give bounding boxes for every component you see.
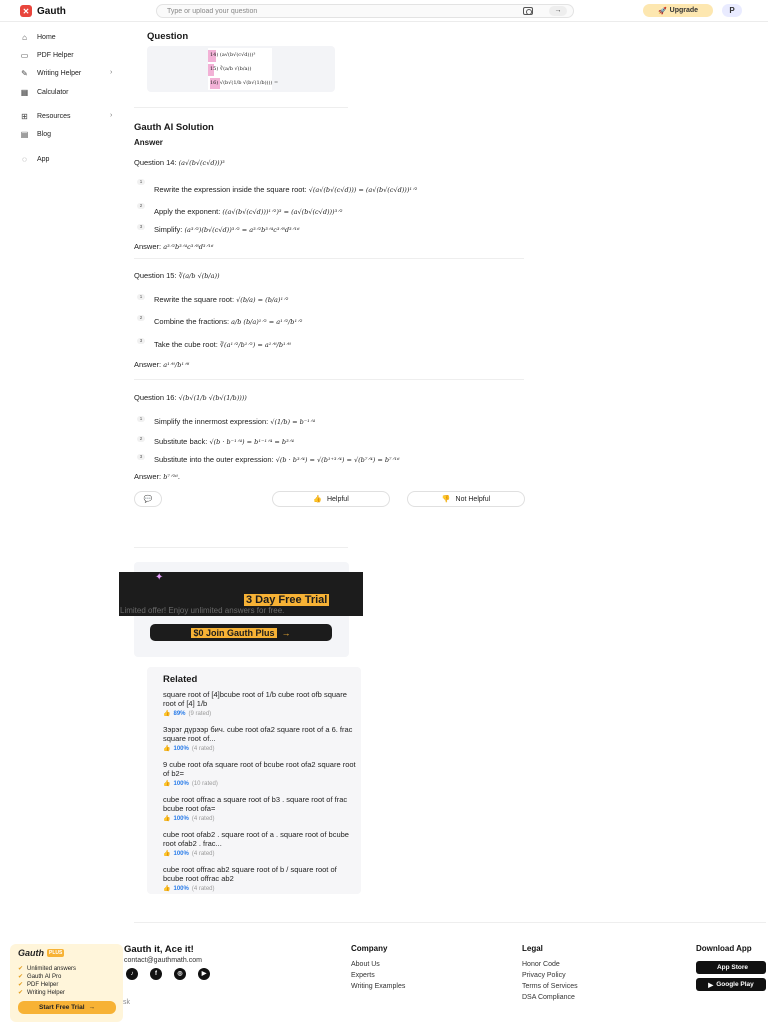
footer-link-dsa[interactable]: DSA Compliance bbox=[522, 994, 575, 1001]
join-gauth-plus-button[interactable] bbox=[150, 624, 332, 641]
step-description: Rewrite the square root: bbox=[154, 295, 235, 304]
question-14-title bbox=[134, 158, 225, 167]
sidebar-item-label: App bbox=[37, 156, 50, 163]
rating-percent: 89% bbox=[173, 710, 186, 717]
question-line-16: 16) √(b√(1/b √(b√(1/b)))) = bbox=[210, 80, 279, 86]
search-bar bbox=[156, 4, 574, 18]
gauth-logo-icon: ✕ bbox=[20, 5, 32, 17]
step-math: √(a√(b√(c√d))) = (a√(b√(c√d)))¹ᐟ² bbox=[308, 186, 418, 194]
step-math: √(1/b) = b⁻¹ᐟ⁴ bbox=[270, 418, 316, 426]
google-play-label: Google Play bbox=[716, 981, 754, 988]
thumbs-up-icon: 👍 bbox=[163, 781, 171, 787]
check-icon: ✔ bbox=[18, 966, 24, 972]
step-text bbox=[154, 437, 294, 446]
tiktok-icon[interactable]: ♪ bbox=[126, 968, 138, 980]
chat-icon: ◌ bbox=[22, 155, 27, 164]
step-number: 1 bbox=[137, 416, 145, 422]
pdf-icon: ▭ bbox=[20, 51, 29, 60]
brand-name: Gauth bbox=[37, 5, 66, 17]
feature-label: Gauth AI Pro bbox=[27, 973, 62, 980]
footer-link-honor-code[interactable]: Honor Code bbox=[522, 961, 560, 968]
related-question: 9 cube root ofa square root of bcube root ofa2 square root of b2= bbox=[163, 760, 356, 778]
rating bbox=[163, 815, 359, 822]
calculator-icon: ▦ bbox=[20, 88, 29, 97]
step-text bbox=[154, 317, 302, 326]
grid-icon: ⊞ bbox=[21, 112, 28, 121]
step-description: Take the cube root: bbox=[154, 340, 218, 349]
step-number: 3 bbox=[137, 338, 145, 344]
helpful-label: Helpful bbox=[326, 495, 349, 503]
step-math: √(b/a) = (b/a)¹ᐟ² bbox=[236, 296, 289, 304]
footer-link-writing-examples[interactable]: Writing Examples bbox=[351, 983, 406, 990]
related-item[interactable] bbox=[163, 865, 359, 892]
answer-prefix: Answer: bbox=[134, 472, 162, 481]
step-description: Simplify: bbox=[154, 225, 183, 234]
answer-prefix: Answer: bbox=[134, 242, 162, 251]
company-heading: Company bbox=[351, 944, 388, 953]
related-item[interactable] bbox=[163, 725, 359, 752]
plus-brand: Gauth bbox=[18, 948, 44, 958]
step-description: Rewrite the expression inside the square root: bbox=[154, 185, 307, 194]
step-text bbox=[154, 295, 288, 304]
plus-feature bbox=[18, 965, 76, 972]
step-description: Apply the exponent: bbox=[154, 207, 221, 216]
pen-icon: ✎ bbox=[21, 69, 28, 78]
sidebar-item-app[interactable] bbox=[20, 155, 49, 164]
sidebar-item-writing-helper[interactable] bbox=[20, 69, 81, 78]
thumbs-up-icon: 👍 bbox=[163, 816, 171, 822]
sidebar-item-calculator[interactable] bbox=[20, 88, 69, 97]
question-line-15: 15) ∛(a/b √(b/a)) bbox=[210, 66, 252, 72]
question-15-expression: ∛(a/b √(b/a)) bbox=[178, 272, 220, 280]
question-15-title bbox=[134, 271, 220, 280]
related-question: square root of [4]bcube root of 1/b cube root ofb square root of [4] 1/b bbox=[163, 690, 347, 708]
camera-icon[interactable] bbox=[523, 7, 533, 15]
logo[interactable] bbox=[20, 5, 66, 17]
facebook-icon[interactable]: f bbox=[150, 968, 162, 980]
answer-label: Answer bbox=[134, 138, 163, 147]
rating-count: (4 rated) bbox=[191, 885, 215, 892]
upgrade-label: Upgrade bbox=[669, 7, 699, 14]
book-icon: ▤ bbox=[20, 130, 29, 139]
step-text bbox=[154, 417, 315, 426]
step-math: (a³ᐟ²)(b√(c√d))³ᐟ² = a³ᐟ²b³ᐟ⁴c³ᐟ⁸d³ᐟ¹⁶ bbox=[184, 226, 300, 234]
app-store-button[interactable] bbox=[696, 961, 766, 974]
sidebar-item-pdf-helper[interactable] bbox=[20, 51, 74, 60]
footer-link-privacy-policy[interactable]: Privacy Policy bbox=[522, 972, 566, 979]
related-item[interactable] bbox=[163, 690, 359, 717]
step-number: 2 bbox=[137, 315, 145, 321]
step-number: 3 bbox=[137, 454, 145, 460]
instagram-icon[interactable]: ◎ bbox=[174, 968, 186, 980]
thumbs-up-icon: 👍 bbox=[163, 711, 171, 717]
feature-label: Unlimited answers bbox=[27, 965, 77, 972]
sidebar-item-label: Calculator bbox=[37, 89, 69, 96]
join-label: $0 Join Gauth Plus bbox=[193, 627, 275, 638]
step-description: Substitute into the outer expression: bbox=[154, 455, 274, 464]
step-math: √(b · b⁻¹ᐟ⁴) = b¹⁻¹ᐟ⁴ = b³ᐟ⁴ bbox=[209, 438, 295, 446]
footer-link-terms[interactable]: Terms of Services bbox=[522, 983, 578, 990]
rating-count: (4 rated) bbox=[191, 815, 215, 822]
search-submit-button[interactable]: → bbox=[549, 6, 567, 16]
step-number: 1 bbox=[137, 294, 145, 300]
step-math: √(b · b³ᐟ⁴) = √(b¹⁺³ᐟ⁴) = √(b⁷ᐟ⁴) = b⁷ᐟ¹⁶ bbox=[275, 456, 400, 464]
google-play-button[interactable] bbox=[696, 978, 766, 991]
rating-percent: 100% bbox=[173, 885, 189, 892]
step-number: 2 bbox=[137, 436, 145, 442]
plus-badge: PLUS bbox=[49, 950, 63, 956]
helpful-button[interactable] bbox=[272, 491, 390, 507]
rating-count: (9 rated) bbox=[188, 710, 212, 717]
related-question: cube root offrac a square root of b3 . square root of frac bcube root ofa= bbox=[163, 795, 348, 813]
rating bbox=[163, 780, 359, 787]
comment-button[interactable] bbox=[134, 491, 162, 507]
related-item[interactable] bbox=[163, 760, 359, 787]
related-item[interactable] bbox=[163, 795, 359, 822]
rating bbox=[163, 710, 359, 717]
step-math: ((a√(b√(c√d)))¹ᐟ²)³ = (a√(b√(c√d)))³ᐟ² bbox=[222, 208, 343, 216]
chevron-right-icon[interactable]: › bbox=[110, 69, 113, 76]
step-text bbox=[154, 225, 300, 234]
thumbs-up-icon: 👍 bbox=[163, 851, 171, 857]
chevron-right-icon[interactable]: › bbox=[110, 112, 113, 119]
related-question: Зэрэг дүрээр бич. cube root ofa2 square root of a 6. frac square root of... bbox=[163, 725, 353, 743]
ask-text-fragment: sk bbox=[123, 999, 130, 1006]
step-number: 3 bbox=[137, 224, 145, 230]
thumbs-up-icon: 👍 bbox=[163, 886, 171, 892]
footer-tagline: Gauth it, Ace it! bbox=[124, 944, 194, 955]
answer-16 bbox=[134, 472, 180, 481]
step-description: Combine the fractions: bbox=[154, 317, 230, 326]
divider bbox=[134, 258, 524, 259]
sparkle-icon: ✦ bbox=[155, 572, 164, 583]
step-number: 1 bbox=[137, 179, 145, 185]
sidebar-item-blog[interactable] bbox=[20, 130, 51, 139]
rating-percent: 100% bbox=[173, 850, 189, 857]
related-heading: Related bbox=[163, 674, 198, 685]
question-16-title bbox=[134, 393, 247, 402]
divider bbox=[134, 107, 348, 108]
download-heading: Download App bbox=[696, 944, 752, 953]
divider bbox=[134, 547, 348, 548]
rating-count: (4 rated) bbox=[191, 850, 215, 857]
home-icon: ⌂ bbox=[22, 33, 27, 42]
step-math: ∛(a¹ᐟ²/b¹ᐟ²) = a¹ᐟ⁶/b¹ᐟ⁶ bbox=[219, 341, 291, 349]
rating bbox=[163, 745, 359, 752]
plus-title bbox=[18, 948, 64, 958]
step-text bbox=[154, 455, 400, 464]
related-item[interactable] bbox=[163, 830, 359, 857]
rocket-icon: 🚀 bbox=[657, 7, 667, 15]
comment-icon: 💬 bbox=[143, 496, 153, 503]
search-input[interactable] bbox=[167, 6, 507, 17]
answer-value: b⁷ᐟ¹⁶. bbox=[163, 473, 180, 481]
question-14-prefix: Question 14: bbox=[134, 158, 177, 167]
footer-divider bbox=[134, 922, 766, 923]
question-line-14: 14) (a√(b√(c√d)))³ bbox=[210, 52, 256, 58]
step-description: Substitute back: bbox=[154, 437, 208, 446]
step-math: a/b (b/a)¹ᐟ² = a¹ᐟ²/b¹ᐟ² bbox=[231, 318, 303, 326]
legal-heading: Legal bbox=[522, 944, 543, 953]
step-text bbox=[154, 185, 417, 194]
answer-prefix: Answer: bbox=[134, 360, 162, 369]
check-icon: ✔ bbox=[18, 974, 24, 980]
rating-percent: 100% bbox=[173, 780, 189, 787]
answer-value: a³ᐟ²b³ᐟ⁴c³ᐟ⁸d³ᐟ¹⁶ bbox=[163, 243, 214, 251]
play-icon: ▶ bbox=[708, 981, 714, 989]
question-image-paper bbox=[208, 48, 279, 90]
check-icon: ✔ bbox=[18, 982, 24, 988]
question-16-expression: √(b√(1/b √(b√(1/b)))) bbox=[178, 394, 247, 402]
rating-count: (4 rated) bbox=[191, 745, 215, 752]
app-store-label: App Store bbox=[716, 964, 749, 971]
rating-percent: 100% bbox=[173, 815, 189, 822]
question-16-prefix: Question 16: bbox=[134, 393, 177, 402]
sidebar-item-label: Writing Helper bbox=[37, 70, 82, 77]
trial-label: Start Free Trial bbox=[38, 1004, 85, 1011]
question-image[interactable] bbox=[147, 46, 335, 92]
not-helpful-label: Not Helpful bbox=[455, 495, 491, 503]
related-question: cube root offrac ab2 square root of b / square root of bcube root offrac ab2 bbox=[163, 865, 337, 883]
thumbs-down-icon: 👎 bbox=[441, 496, 451, 503]
rating bbox=[163, 850, 359, 857]
solution-heading: Gauth AI Solution bbox=[134, 122, 214, 133]
sidebar-item-resources[interactable] bbox=[20, 112, 70, 121]
plus-feature bbox=[18, 989, 65, 996]
rating bbox=[163, 885, 359, 892]
question-14-expression: (a√(b√(c√d)))³ bbox=[178, 159, 225, 167]
answer-value: a¹ᐟ⁶/b¹ᐟ⁶ bbox=[163, 361, 190, 369]
check-icon: ✔ bbox=[18, 990, 24, 996]
not-helpful-button[interactable] bbox=[407, 491, 525, 507]
upgrade-button[interactable] bbox=[643, 4, 713, 17]
answer-14 bbox=[134, 242, 213, 251]
step-number: 2 bbox=[137, 203, 145, 209]
footer-link-about-us[interactable]: About Us bbox=[351, 961, 380, 968]
step-description: Simplify the innermost expression: bbox=[154, 417, 269, 426]
thumbs-up-icon: 👍 bbox=[313, 496, 322, 503]
footer-link-experts[interactable]: Experts bbox=[351, 972, 375, 979]
plus-feature bbox=[18, 981, 58, 988]
top-bar bbox=[0, 0, 768, 22]
feature-label: PDF Helper bbox=[27, 981, 59, 988]
step-text bbox=[154, 207, 343, 216]
plus-feature bbox=[18, 973, 61, 980]
step-text bbox=[154, 340, 291, 349]
contact-email[interactable]: contact@gauthmath.com bbox=[124, 957, 202, 964]
arrow-right-icon: → bbox=[88, 1004, 96, 1011]
thumbs-up-icon: 👍 bbox=[163, 746, 171, 752]
sidebar-item-home[interactable] bbox=[20, 33, 56, 42]
question-heading: Question bbox=[147, 31, 189, 42]
rating-percent: 100% bbox=[173, 745, 189, 752]
sidebar-item-label: PDF Helper bbox=[37, 52, 74, 59]
answer-15 bbox=[134, 360, 189, 369]
related-question: cube root ofab2 . square root of a . square root of bcube root ofab2 . frac... bbox=[163, 830, 349, 848]
sidebar-item-label: Blog bbox=[37, 131, 52, 138]
divider bbox=[134, 379, 524, 380]
question-15-prefix: Question 15: bbox=[134, 271, 177, 280]
avatar[interactable]: P bbox=[722, 4, 742, 17]
promo-subtitle: Limited offer! Enjoy unlimited answers for free. bbox=[120, 606, 285, 615]
rating-count: (10 rated) bbox=[191, 780, 218, 787]
sidebar-item-label: Home bbox=[37, 34, 56, 41]
arrow-right-icon: → bbox=[281, 627, 291, 638]
sidebar-item-label: Resources bbox=[37, 113, 71, 120]
youtube-icon[interactable]: ▶ bbox=[198, 968, 210, 980]
promo-title: 3 Day Free Trial bbox=[246, 594, 328, 606]
feature-label: Writing Helper bbox=[27, 989, 65, 996]
start-free-trial-button[interactable] bbox=[18, 1001, 116, 1014]
